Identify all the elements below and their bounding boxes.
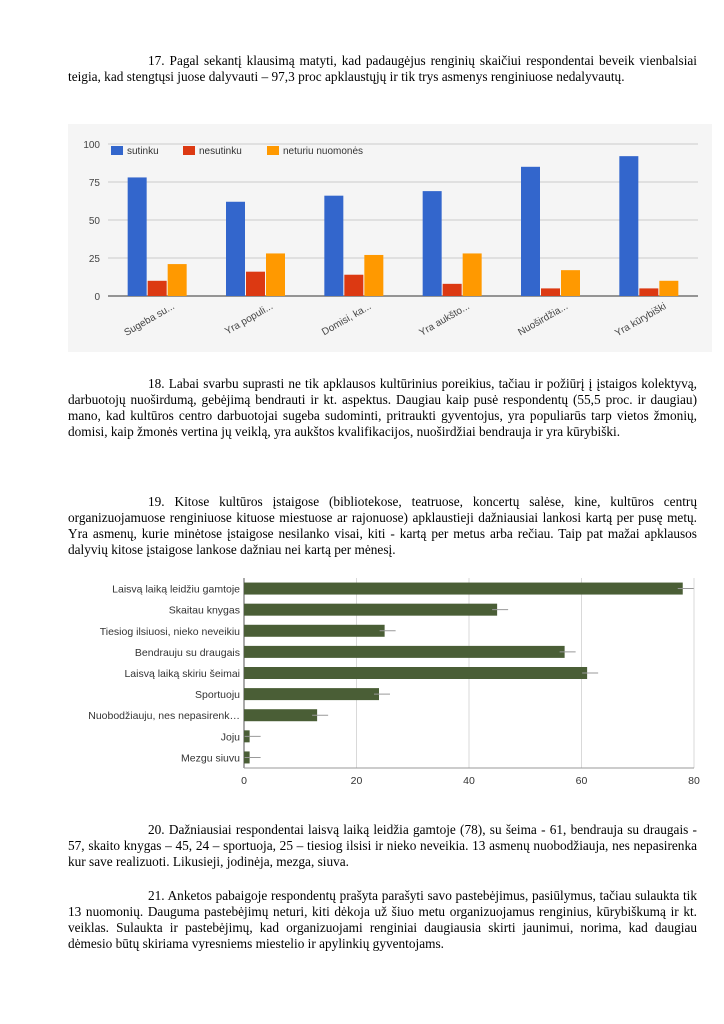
paragraph-19-text: 19. Kitose kultūros įstaigose (bibliotekose, teatruose, koncertų salėse, kine, kultūros centrų organizuojamuose renginiuose kituose miestuose ar rajonuose) apklaustieji dažniausiai lankosi kartą per pusę metų. Yra asmenų, kurie minėtose įstaigose nesilanko visai, kiti - kartą per metus arba rečiau. Taip pat mažai apklausos dalyvių kitose įstaigose lankose dažniau nei kartą per mėnesį.: [68, 494, 697, 557]
paragraph-21-text: 21. Anketos pabaigoje respondentų prašyta parašyti savo pastebėjimus, pasiūlymus, tačiau sulaukta tik 13 nuomonių. Dauguma pastebėjimų neturi, kiti dėkoja už šiuo metu organizuojamus renginius, kūrybiškumą ir kt. veiklas. Sulaukta ir pastebėjimų, kad organizuojami renginiai daugiausia skirti jaunimui, norima, kad daugiau dėmesio būtų skiriama vyresniems miestelio ir apylinkių gyventojams.: [68, 888, 697, 951]
bar: [244, 583, 683, 595]
x-tick-label: 60: [575, 775, 588, 787]
bar: [244, 625, 385, 637]
x-tick-label: Sugeba su...: [122, 301, 177, 339]
legend-swatch: [267, 146, 279, 155]
legend-swatch: [111, 146, 123, 155]
bar: [244, 604, 497, 616]
bar: [244, 709, 317, 721]
bar-nesutinku: [344, 275, 363, 296]
bar-nesutinku: [639, 288, 658, 296]
y-tick-label: Bendrauju su draugais: [134, 646, 240, 659]
x-tick-label: Yra kūrybiški: [613, 301, 669, 340]
y-tick-label: 50: [88, 216, 100, 227]
paragraph-18-text: 18. Labai svarbu suprasti ne tik apklausos kultūrinius poreikius, tačiau ir požiūrį į įstaigos kolektyvą, darbuotojų nuoširdumą, gebėjimą bendrauti ir kt. aspektus. Daugiau kaip pusė respondentų (55,5 proc. ir daugiau) mano, kad kultūros centro darbuotojai sugeba sudominti, pritraukti gyventojus, yra populiarūs tarp vietos žmonių, domisi, kaip žmonės vertina jų veiklą, yra aukštos kvalifikacijos, nuoširdžiai bendrauja ir yra kūrybiški.: [68, 376, 697, 439]
chart-background: [68, 124, 712, 352]
bar: [244, 667, 587, 679]
paragraph-20: [68, 822, 697, 870]
legend-label: neturiu nuomonės: [283, 146, 364, 157]
y-tick-label: 75: [88, 178, 100, 189]
x-tick-label: 40: [463, 775, 475, 787]
bar-nesutinku: [148, 281, 167, 296]
y-tick-label: Laisvą laiką skiriu šeimai: [124, 668, 240, 680]
bar-sutinku: [226, 202, 245, 296]
bar-neturiu-nuomonės: [561, 270, 580, 296]
x-tick-label: Nuoširdžia...: [516, 301, 570, 339]
y-tick-label: Sportuoju: [195, 689, 240, 702]
bar-nesutinku: [246, 272, 265, 296]
y-tick-label: Nuobodžiauju, nes nepasirenk…: [88, 710, 240, 723]
y-tick-label: 0: [94, 292, 100, 303]
bar-neturiu-nuomonės: [659, 281, 678, 296]
paragraph-17-text: 17. Pagal sekantį klausimą matyti, kad padaugėjus renginių skaičiui respondentai beveik vienbalsiai teigia, kad stengtųsi juose dalyvauti – 97,3 proc apklaustųjų ir tik trys asmenys renginiuose nedalyvautų.: [68, 53, 697, 84]
bar-sutinku: [619, 156, 638, 296]
bar-sutinku: [423, 191, 442, 296]
y-tick-label: Laisvą laiką leidžiu gamtoje: [112, 583, 240, 596]
paragraph-18: [68, 376, 697, 440]
paragraph-19: [68, 494, 697, 558]
agreement-chart-svg: [68, 124, 712, 352]
bar-neturiu-nuomonės: [364, 255, 383, 296]
agreement-chart: [68, 124, 712, 352]
bar-sutinku: [324, 196, 343, 296]
legend-label: sutinku: [127, 146, 159, 157]
paragraph-21: [68, 888, 697, 952]
y-tick-label: Skaitau knygas: [168, 604, 240, 617]
paragraph-17: [68, 53, 697, 85]
bar-sutinku: [128, 177, 147, 296]
y-tick-label: 100: [83, 140, 100, 151]
x-tick-label: Yra aukšto...: [417, 301, 472, 339]
y-tick-label: 25: [88, 254, 100, 265]
x-tick-label: 0: [241, 775, 247, 787]
bar-neturiu-nuomonės: [463, 253, 482, 296]
bar-sutinku: [521, 167, 540, 296]
legend-swatch: [183, 146, 195, 155]
x-tick-label: Yra populi...: [223, 301, 275, 338]
bar-neturiu-nuomonės: [168, 264, 187, 296]
bar-nesutinku: [443, 284, 462, 296]
bar-neturiu-nuomonės: [266, 253, 285, 296]
leisure-chart: [68, 570, 712, 796]
legend-label: nesutinku: [199, 146, 242, 157]
x-tick-label: 20: [350, 775, 363, 787]
y-tick-label: Joju: [220, 731, 240, 744]
x-tick-label: Domisi, ka...: [320, 301, 374, 339]
paragraph-20-text: 20. Dažniausiai respondentai laisvą laiką leidžia gamtoje (78), su šeima - 61, bendrauja su draugais - 57, skaito knygas – 45, 24 – sportuoja, 25 – tiesiog ilsisi ir nieko neveikia. 13 asmenų nuobodžiauja, nes nepasirenka kur save realizuoti. Likusieji, jodinėja, mezga, siuva.: [68, 822, 697, 869]
y-tick-label: Tiesiog ilsiuosi, nieko neveikiu: [99, 625, 240, 638]
y-tick-label: Mezgu siuvu: [181, 752, 240, 765]
bar: [244, 688, 379, 700]
bar: [244, 646, 565, 658]
leisure-chart-svg: [68, 570, 712, 796]
bar-nesutinku: [541, 288, 560, 296]
x-tick-label: 80: [688, 775, 700, 787]
